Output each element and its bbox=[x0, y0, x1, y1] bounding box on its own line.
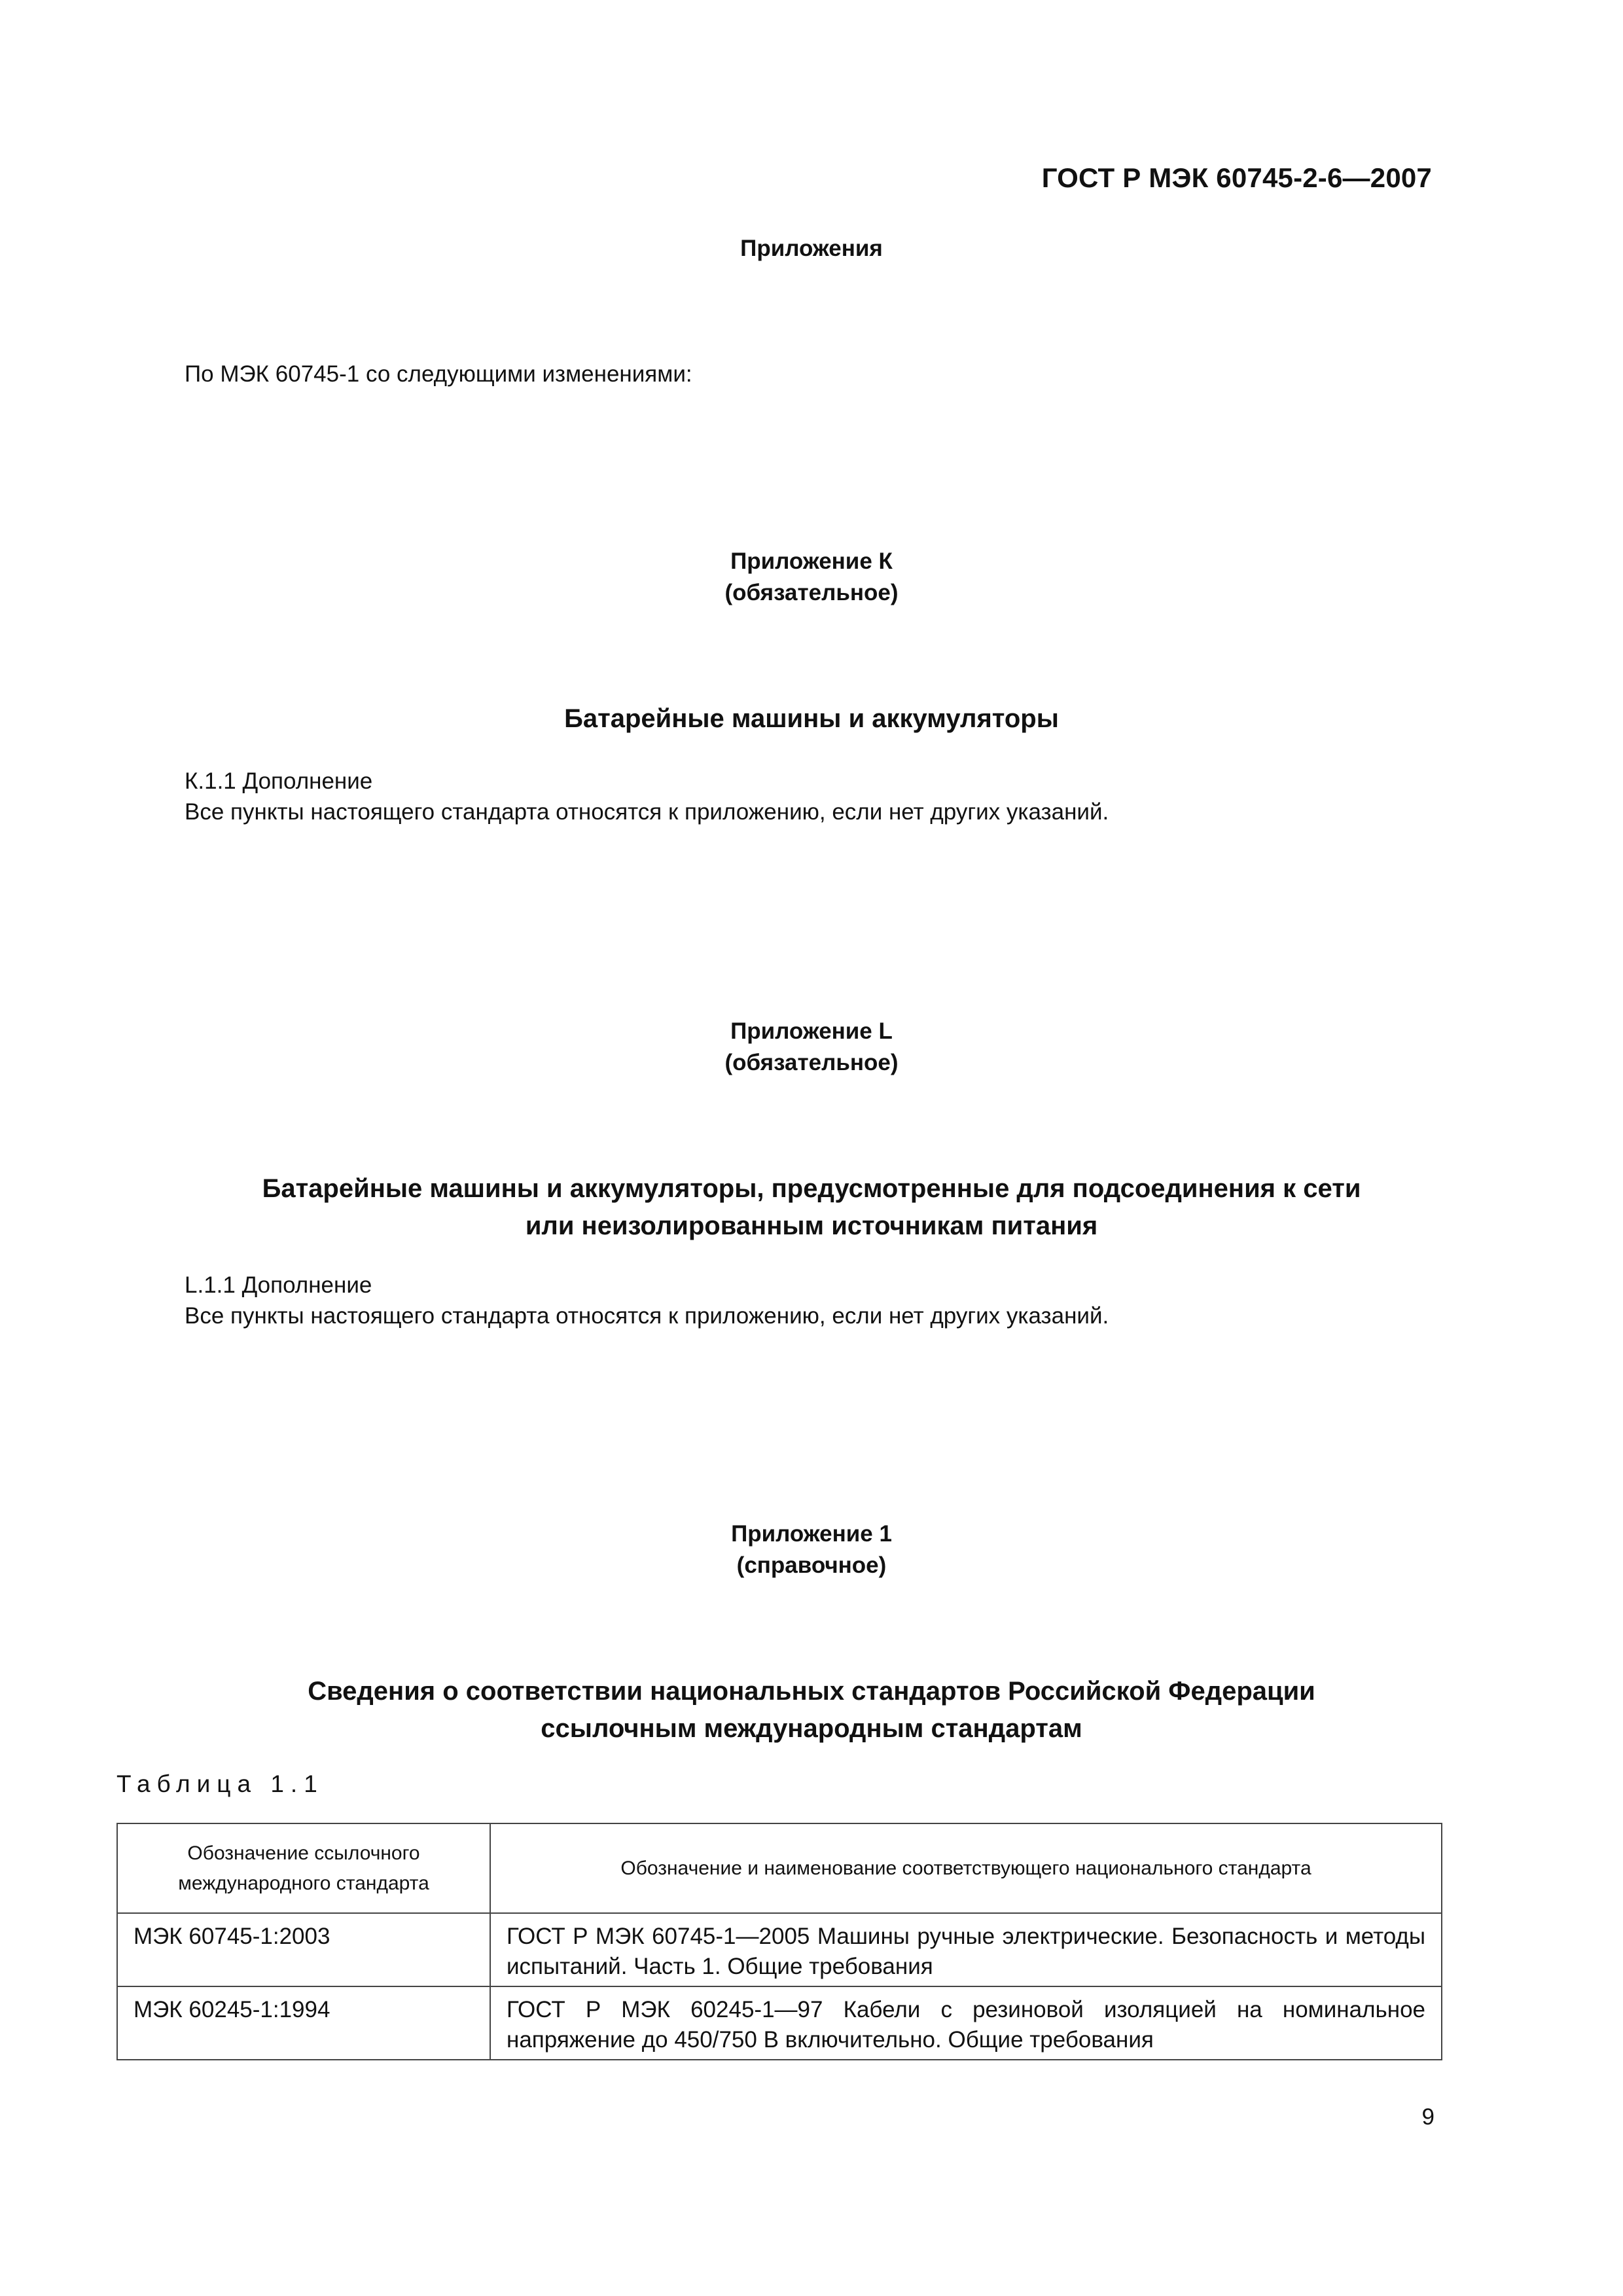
table-caption: Таблица 1.1 bbox=[116, 1770, 324, 1797]
annex-k-title: Батарейные машины и аккумуляторы bbox=[564, 704, 1059, 733]
annex-l-title-line1: Батарейные машины и аккумуляторы, предусмотренные для подсоединения к сети bbox=[262, 1174, 1361, 1203]
annex-l-title bbox=[0, 1170, 1623, 1245]
annex-k-status: (обязательное) bbox=[724, 580, 899, 605]
annex-1-heading bbox=[0, 1518, 1623, 1581]
reference-standards-table bbox=[116, 1823, 1442, 2060]
header-intl-standard bbox=[117, 1823, 490, 1913]
cell-national-standard: ГОСТ Р МЭК 60745-1—2005 Машины ручные электрические. Безопасность и методы испытаний. Часть 1. Общие требования bbox=[490, 1913, 1442, 1986]
annex-l-heading bbox=[0, 1016, 1623, 1079]
annex-l-status: (обязательное) bbox=[724, 1050, 899, 1075]
table-row bbox=[117, 1913, 1442, 1986]
cell-intl-standard: МЭК 60245-1:1994 bbox=[117, 1986, 490, 2060]
annex-1-title bbox=[0, 1673, 1623, 1748]
annex-k-clause: К.1.1 Дополнение bbox=[185, 768, 373, 794]
annex-1-title-line1: Сведения о соответствии национальных стандартов Российской Федерации bbox=[308, 1677, 1315, 1706]
page-number: 9 bbox=[1421, 2104, 1435, 2130]
annex-1-status: (справочное) bbox=[736, 1552, 887, 1578]
cell-intl-standard: МЭК 60745-1:2003 bbox=[117, 1913, 490, 1986]
annex-1-title-line2: ссылочным международным стандартам bbox=[541, 1714, 1082, 1743]
annex-l-text: Все пункты настоящего стандарта относятся к приложению, если нет других указаний. bbox=[185, 1303, 1109, 1329]
annex-k-text: Все пункты настоящего стандарта относятся к приложению, если нет других указаний. bbox=[185, 799, 1109, 825]
header-national-standard: Обозначение и наименование соответствующего национального стандарта bbox=[490, 1823, 1442, 1913]
header-intl-line2: международного стандарта bbox=[178, 1872, 429, 1894]
annex-k-label: Приложение К bbox=[730, 548, 893, 574]
intro-text: По МЭК 60745-1 со следующими изменениями: bbox=[185, 361, 692, 387]
annex-1-label: Приложение 1 bbox=[731, 1521, 892, 1547]
annex-l-label: Приложение L bbox=[730, 1018, 893, 1044]
document-code: ГОСТ Р МЭК 60745-2-6—2007 bbox=[1041, 162, 1432, 193]
annexes-title: Приложения bbox=[740, 236, 883, 261]
annex-k-heading bbox=[0, 546, 1623, 609]
annex-l-title-line2: или неизолированным источникам питания bbox=[525, 1211, 1098, 1240]
table-header-row bbox=[117, 1823, 1442, 1913]
cell-national-standard: ГОСТ Р МЭК 60245-1—97 Кабели с резиновой изоляцией на номинальное напряжение до 450/750 В включительно. Общие требования bbox=[490, 1986, 1442, 2060]
table-row bbox=[117, 1986, 1442, 2060]
annex-l-clause: L.1.1 Дополнение bbox=[185, 1272, 372, 1298]
header-intl-line1: Обозначение ссылочного bbox=[187, 1842, 420, 1864]
